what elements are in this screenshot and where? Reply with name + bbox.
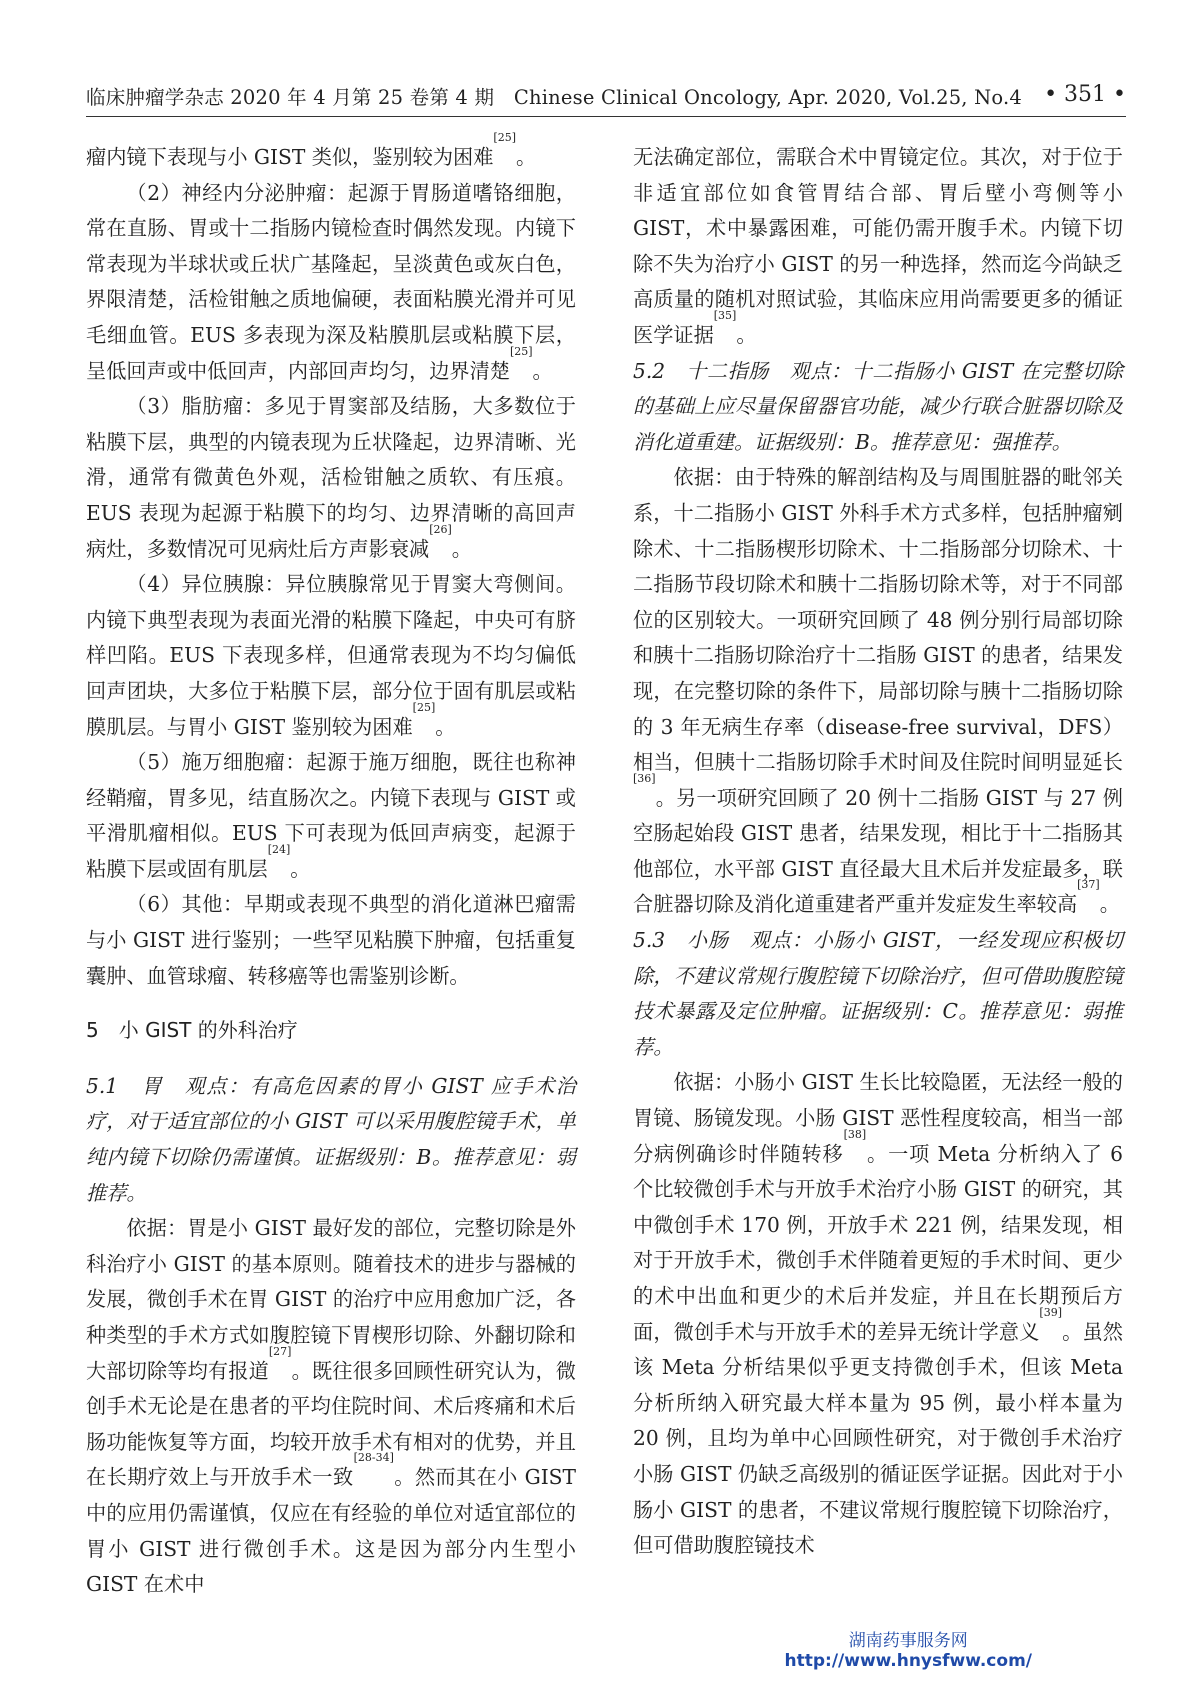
watermark-footer <box>785 1626 1033 1671</box>
site-name: 湖南药事服务网 <box>848 1631 968 1651</box>
site-url-link[interactable]: http://www.hnysfww.com/ <box>784 1651 1032 1671</box>
citation: [37] <box>1077 878 1100 892</box>
citation: [25] <box>412 700 436 714</box>
paragraph: （2）神经内分泌肿瘤：起源于胃肠道嗜铬细胞，常在直肠、胃或十二指肠内镜检查时偶然发现。内镜下常表现为半球状或丘状广基隆起，呈淡黄色或灰白色，界限清楚，活检钳触之质地偏硬，表面粘膜光滑并可见毛细血管。EUS 多表现为深及粘膜肌层或粘膜下层，呈低回声或中低回声，内部回声均匀，边界清楚[25]。 <box>86 180 576 383</box>
paragraph: 依据：由于特殊的解剖结构及与周围脏器的毗邻关系，十二指肠小 GIST 外科手术方式多样，包括肿瘤剜除术、十二指肠楔形切除术、十二指肠部分切除术、十二指肠节段切除术和胰十二指肠切除术等，对于不同部位的区别较大。一项研究回顾了 48 例分别行局部切除和胰十二指肠切除治疗十二指肠 GIST 的患者，结果发现，在完整切除的条件下，局部切除与胰十二指肠切除的 3 年无病生存率（disease-free survival，DFS）相当，但胰十二指肠切除手术时间及住院时间明显延长[36]。另一项研究回顾了 20 例十二指肠 GIST 与 27 例空肠起始段 GIST 患者，结果发现，相比于十二指肠其他部位，水平部 GIST 直径最大且术后并发症最多，联合脏器切除及消化道重建者严重并发症发生率较高[37]。 <box>633 465 1123 917</box>
citation: [36] <box>633 771 656 785</box>
paragraph: （4）异位胰腺：异位胰腺常见于胃窦大弯侧间。内镜下典型表现为表面光滑的粘膜下隆起，中央可有脐样凹陷。EUS 下表现多样，但通常表现为不均匀偏低回声团块，大多位于粘膜下层，部分位于固有肌层或粘膜肌层。与胃小 GIST 鉴别较为困难[25]。 <box>86 572 576 739</box>
citation: [28-34] <box>353 1451 394 1465</box>
running-header <box>86 82 1126 122</box>
citation: [25] <box>493 131 517 144</box>
subsection-5-3: 5.3 小肠 观点：小肠小 GIST，一经发现应积极切除，不建议常规行腹腔镜下切除治疗，但可借助腹腔镜技术暴露及定位肿瘤。证据级别：C。推荐意见：弱推荐。 <box>633 928 1123 1059</box>
paragraph: （6）其他：早期或表现不典型的消化道淋巴瘤需与小 GIST 进行鉴别；一些罕见粘膜下肿瘤，包括重复囊肿、血管球瘤、转移癌等也需鉴别诊断。 <box>86 892 576 988</box>
page-number: • 351 • <box>1044 82 1126 107</box>
subsection-5-2: 5.2 十二指肠 观点：十二指肠小 GIST 在完整切除的基础上应尽量保留器官功能，减少行联合脏器切除及消化道重建。证据级别：B。推荐意见：强推荐。 <box>633 358 1123 454</box>
running-title: 临床肿瘤学杂志 2020 年 4 月第 25 卷第 4 期 Chinese Clinical Oncology, Apr. 2020, Vol.25, No.4 <box>86 86 1022 109</box>
paragraph: 无法确定部位，需联合术中胃镜定位。其次，对于位于非适宜部位如食管胃结合部、胃后壁小弯侧等小 GIST，术中暴露困难，可能仍需开腹手术。内镜下切除不失为治疗小 GIST 的另一种选择，然而迄今尚缺乏高质量的随机对照试验，其临床应用尚需要更多的循证医学证据[35]。 <box>633 145 1123 347</box>
left-column <box>86 131 576 1603</box>
paragraph: （3）脂肪瘤：多见于胃窦部及结肠，大多数位于粘膜下层，典型的内镜表现为丘状隆起，边界清晰、光滑，通常有微黄色外观，活检钳触之质软、有压痕。EUS 表现为起源于粘膜下的均匀、边界清晰的高回声病灶，多数情况可见病灶后方声影衰减[26]。 <box>86 394 576 561</box>
citation: [25] <box>509 344 533 358</box>
citation: [38] <box>843 1127 867 1141</box>
citation: [35] <box>713 308 737 322</box>
paragraph: 依据：小肠小 GIST 生长比较隐匿，无法经一般的胃镜、肠镜发现。小肠 GIST 恶性程度较高，相当一部分病例确诊时伴随转移[38]。一项 Meta 分析纳入了 6 个比较微创手术与开放手术治疗小肠 GIST 的研究，其中微创手术 170 例，开放手术 221 例，结果发现，相对于开放手术，微创手术伴随着更短的手术时间、更少的术中出血和更少的术后并发症，并且在长期预后方面，微创手术与开放手术的差异无统计学意义[39]。虽然该 Meta 分析结果似乎更支持微创手术，但该 Meta 分析所纳入研究最大样本量为 95 例，最小样本量为 20 例，且均为单中心回顾性研究，对于微创手术治疗小肠 GIST 仍缺乏高级别的循证医学证据。因此对于小肠小 GIST 的患者，不建议常规行腹腔镜下切除治疗，但可借助腹腔镜技术 <box>633 1070 1123 1558</box>
paragraph: 瘤内镜下表现与小 GIST 类似，鉴别较为困难[25]。 <box>86 131 537 169</box>
section-heading: 5 小 GIST 的外科治疗 <box>86 1018 298 1043</box>
header-rule <box>86 116 1126 117</box>
paragraph: 依据：胃是小 GIST 最好发的部位，完整切除是外科治疗小 GIST 的基本原则。随着技术的进步与器械的发展，微创手术在胃 GIST 的治疗中应用愈加广泛，各种类型的手术方式如腹腔镜下胃楔形切除、外翻切除和大部切除等均有报道[27]。既往很多回顾性研究认为，微创手术无论是在患者的平均住院时间、术后疼痛和术后肠功能恢复等方面，均较开放手术有相对的优势，并且在长期疗效上与开放手术一致[28-34]。然而其在小 GIST 中的应用仍需谨慎，仅应在有经验的单位对适宜部位的胃小 GIST 进行微创手术。这是因为部分内生型小 GIST 在术中 <box>86 1216 576 1597</box>
citation: [24] <box>267 842 291 856</box>
citation: [27] <box>268 1344 292 1358</box>
citation: [26] <box>429 522 452 536</box>
right-column <box>633 140 1123 1564</box>
paragraph: （5）施万细胞瘤：起源于施万细胞，既往也称神经鞘瘤，胃多见，结直肠次之。内镜下表现与 GIST 或平滑肌瘤相似。EUS 下可表现为低回声病变，起源于粘膜下层或固有肌层[24]。 <box>86 750 576 881</box>
subsection-5-1: 5.1 胃 观点：有高危因素的胃小 GIST 应手术治疗，对于适宜部位的小 GIST 可以采用腹腔镜手术，单纯内镜下切除仍需谨慎。证据级别：B。推荐意见：弱推荐。 <box>86 1073 576 1205</box>
citation: [39] <box>1039 1305 1063 1319</box>
